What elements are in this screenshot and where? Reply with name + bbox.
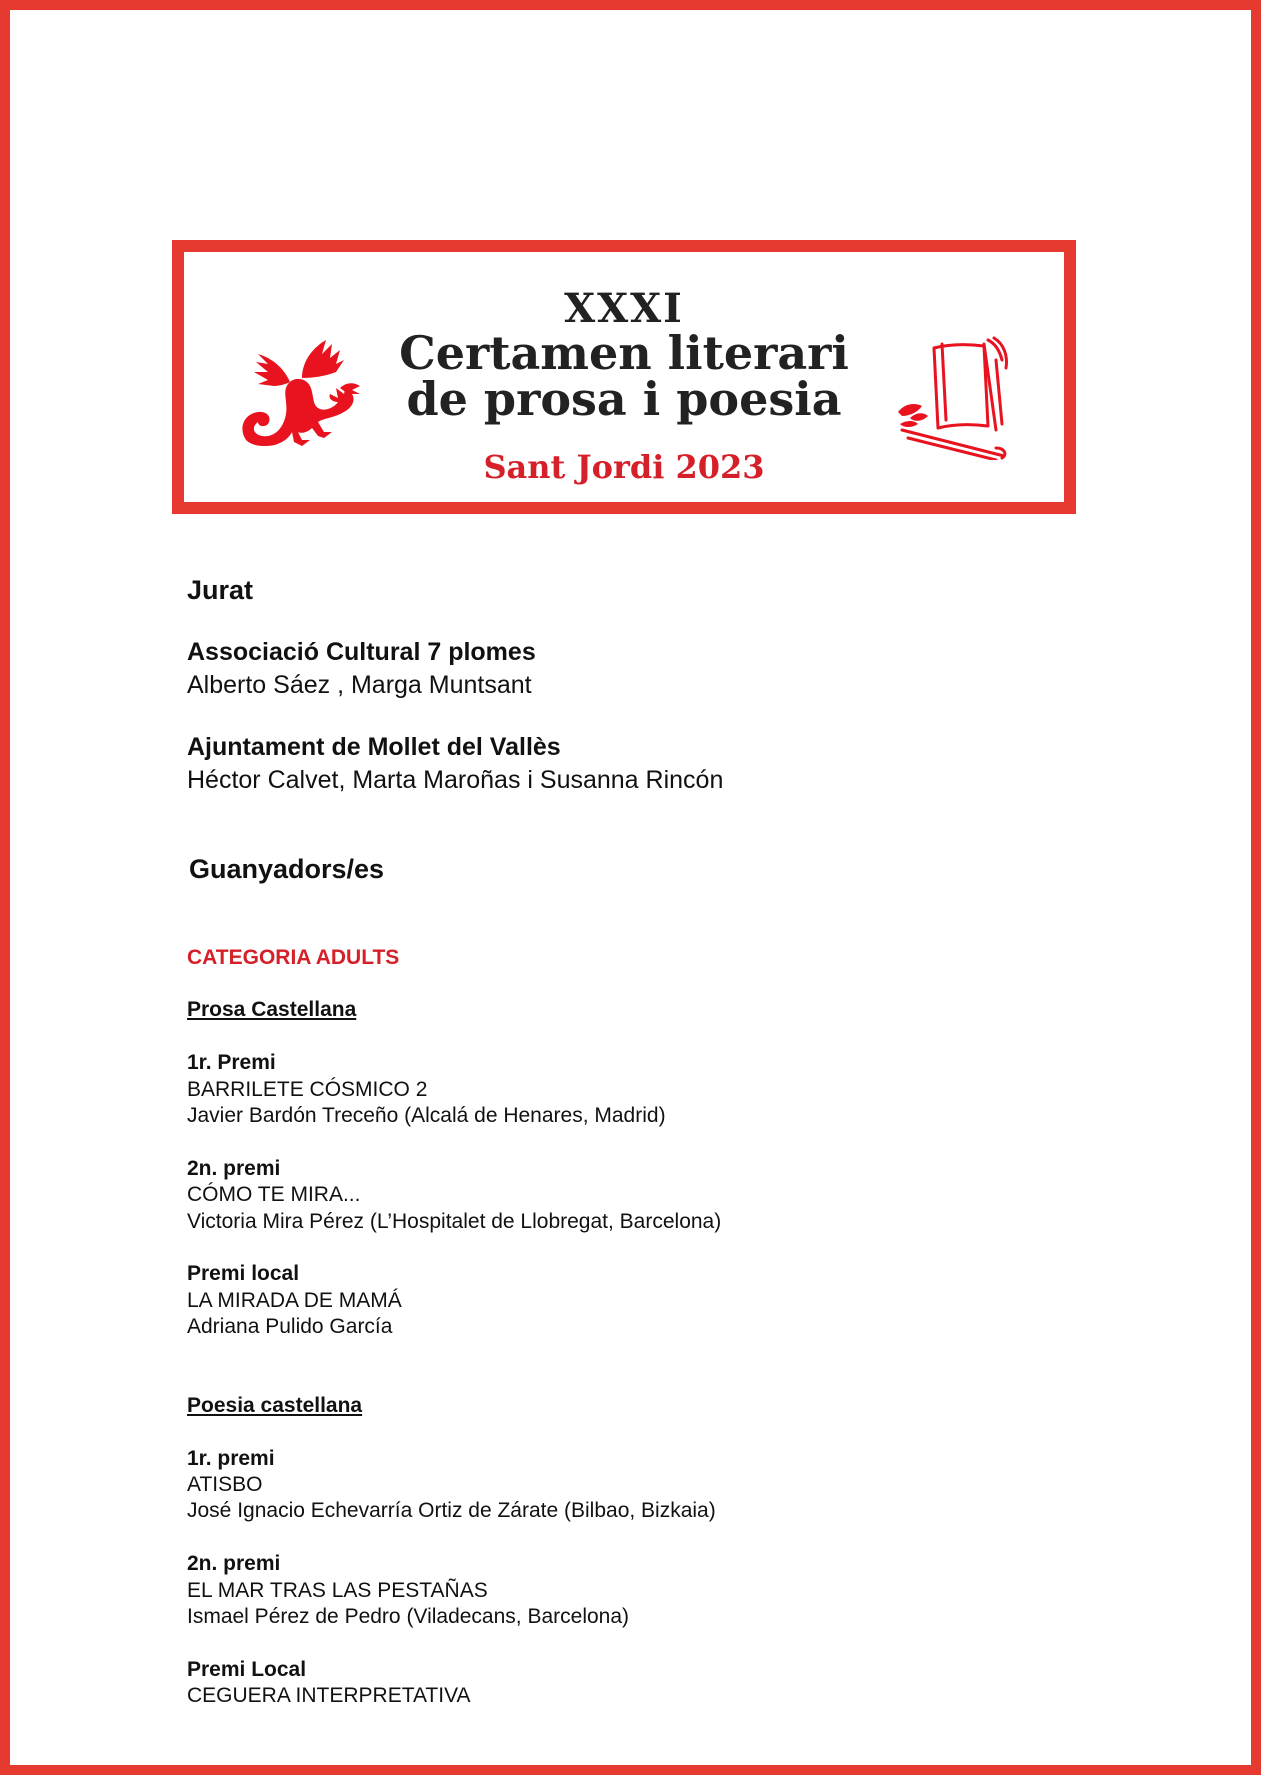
- banner-title-line-2: de prosa i poesia: [406, 372, 842, 426]
- jury-org-2: Ajuntament de Mollet del Vallès: [187, 733, 561, 761]
- prize-label: 1r. premi: [187, 1447, 275, 1470]
- prize-author: José Ignacio Echevarría Ortiz de Zárate (Bilbao, Bizkaia): [187, 1499, 716, 1522]
- prize-work: LA MIRADA DE MAMÁ: [187, 1289, 402, 1312]
- prize-work: CÓMO TE MIRA...: [187, 1183, 361, 1206]
- prize-label: 2n. premi: [187, 1157, 281, 1180]
- category-heading: CATEGORIA ADULTS: [187, 946, 400, 969]
- section-title-poesia: Poesia castellana: [187, 1394, 363, 1417]
- prize-work: CEGUERA INTERPRETATIVA: [187, 1684, 471, 1707]
- prize-label: Premi Local: [187, 1658, 307, 1681]
- section-title-prosa: Prosa Castellana: [187, 998, 357, 1021]
- banner-title-line-1: Certamen literari: [399, 326, 849, 380]
- banner-subtitle: Sant Jordi 2023: [483, 448, 765, 486]
- prize-label: 1r. Premi: [187, 1051, 276, 1074]
- prize-work: ATISBO: [187, 1473, 263, 1496]
- prize-work: BARRILETE CÓSMICO 2: [187, 1078, 428, 1101]
- prize-author: Ismael Pérez de Pedro (Viladecans, Barcelona): [187, 1605, 630, 1628]
- contest-banner: [172, 240, 1076, 514]
- prize-label: 2n. premi: [187, 1552, 281, 1575]
- book-quill-icon: [884, 320, 1024, 460]
- jury-heading: Jurat: [187, 575, 254, 605]
- banner-roman-numeral: XXXI: [564, 285, 684, 332]
- jury-members-1: Alberto Sáez , Marga Muntsant: [187, 671, 532, 699]
- prize-author: Javier Bardón Treceño (Alcalá de Henares, Madrid): [187, 1104, 666, 1127]
- prize-label: Premi local: [187, 1262, 300, 1285]
- prize-author: Victoria Mira Pérez (L’Hospitalet de Llobregat, Barcelona): [187, 1210, 722, 1233]
- prize-author: Adriana Pulido García: [187, 1315, 393, 1338]
- winners-heading: Guanyadors/es: [189, 854, 385, 884]
- jury-org-1: Associació Cultural 7 plomes: [187, 638, 536, 666]
- jury-members-2: Héctor Calvet, Marta Maroñas i Susanna Rincón: [187, 766, 724, 794]
- prize-work: EL MAR TRAS LAS PESTAÑAS: [187, 1579, 488, 1602]
